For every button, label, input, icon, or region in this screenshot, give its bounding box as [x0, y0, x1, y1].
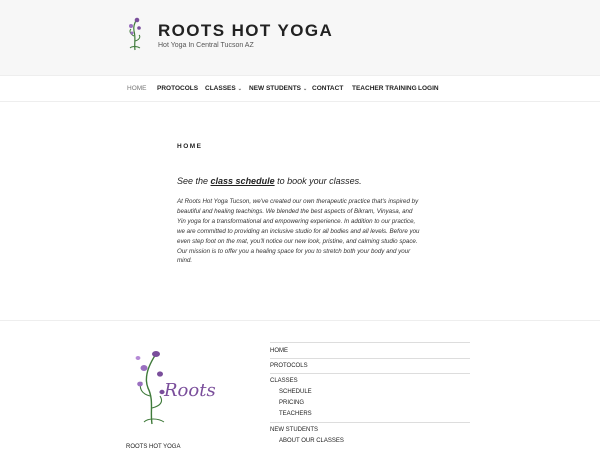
footer-menu-home[interactable]: HOME — [270, 348, 288, 354]
menu-divider — [270, 422, 470, 423]
menu-divider — [270, 373, 470, 374]
footer-menu-about-classes[interactable]: ABOUT OUR CLASSES — [279, 438, 344, 444]
nav-item-new-students[interactable] — [249, 85, 307, 92]
footer-menu-schedule[interactable]: SCHEDULE — [279, 389, 312, 395]
menu-divider — [270, 342, 470, 343]
footer-menu-protocols[interactable]: PROTOCOLS — [270, 363, 308, 369]
logo-icon[interactable] — [126, 16, 144, 52]
main-navigation — [0, 75, 600, 102]
nav-item-classes-label: CLASSES — [205, 85, 236, 92]
nav-item-classes[interactable] — [205, 85, 242, 92]
nav-item-protocols[interactable]: PROTOCOLS — [157, 85, 199, 92]
footer-logo-icon — [130, 346, 218, 426]
nav-item-new-students-label: NEW STUDENTS — [249, 85, 301, 92]
page-title: HOME — [177, 143, 203, 150]
lead-sentence — [177, 176, 362, 186]
nav-item-contact[interactable]: CONTACT — [312, 85, 344, 92]
lead-prefix: See the — [177, 176, 211, 186]
footer-menu-classes[interactable]: CLASSES — [270, 378, 298, 384]
site-tagline: Hot Yoga In Central Tucson AZ — [158, 42, 254, 49]
footer-menu-pricing[interactable]: PRICING — [279, 400, 305, 406]
nav-item-teacher-training[interactable]: TEACHER TRAINING — [352, 85, 417, 92]
class-schedule-link[interactable]: class schedule — [210, 176, 275, 186]
lead-suffix: to book your classes. — [274, 176, 362, 186]
site-header — [0, 0, 600, 75]
footer-menu-teachers[interactable]: TEACHERS — [279, 411, 312, 417]
footer-site-name: ROOTS HOT YOGA — [126, 444, 181, 450]
chevron-down-icon: ⌄ — [237, 86, 242, 92]
footer-menu-new-students[interactable]: NEW STUDENTS — [270, 427, 318, 433]
footer-logo-text: Roots — [164, 380, 216, 401]
site-title[interactable]: ROOTS HOT YOGA — [158, 21, 334, 40]
intro-paragraph: At Roots Hot Yoga Tucson, we've created our own therapeutic practice that's inspired by beautiful and healing teachings. We blended the best aspects of Bikram, Vinyasa, and Yin yoga for a transformational and empowering experience. In addition to our practice, we are committed to providing an inclusive studio for all bodies and all levels. Before you even step foot on the mat, you'll notice our new look, pristine, and calming studio space. Our mission is to offer you a healing space for you to stretch both your body and your mind. — [177, 198, 420, 265]
nav-item-login[interactable]: LOGIN — [418, 85, 439, 92]
chevron-down-icon: ⌄ — [303, 86, 308, 92]
menu-divider — [270, 358, 470, 359]
nav-item-home[interactable]: HOME — [127, 85, 147, 92]
